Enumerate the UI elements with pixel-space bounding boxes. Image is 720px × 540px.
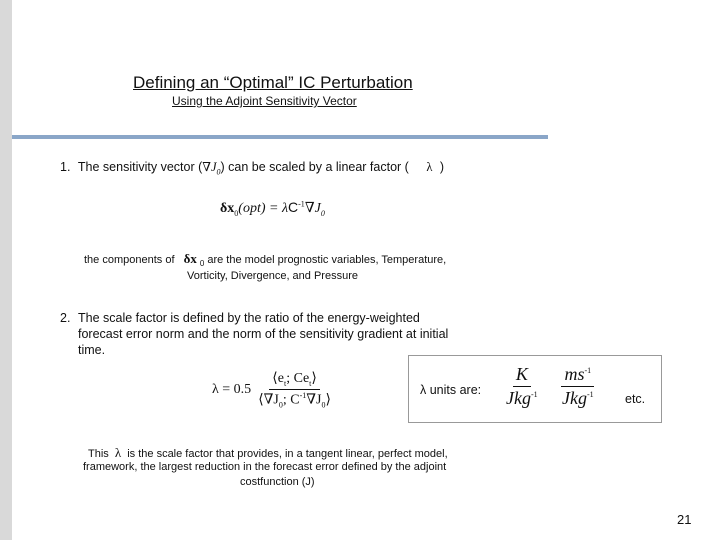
footer-note-line1: This λ is the scale factor that provides, in a tangent linear, perfect model, [88,445,448,460]
item1-text-before: The sensitivity vector ( [77,160,203,174]
scale-factor-fraction [255,370,334,409]
lambda-units-box [408,355,662,423]
unit-fraction-2: $\frac{ms^{-1}}{Jkg^{-1}}$ [562,364,594,408]
item2-line2: forecast error norm and the norm of the sensitivity gradient at initial [78,327,449,341]
item1-vector: ∇J [202,160,217,174]
left-margin-bar [0,0,12,540]
units-etc: etc. [625,392,646,406]
footer-lambda: λ [114,445,122,460]
item1-number: 1. [60,160,71,174]
page-number: 21 [677,512,692,527]
unit-fraction-1: $\frac{K}{Jkg^{-1}}$ [506,364,538,408]
item2-line1: The scale factor is defined by the ratio of the energy-weighted [78,311,420,325]
perturbation-symbol: δx [183,251,197,266]
item1-text-mid: ) can be scaled by a linear factor ( [220,160,409,174]
title-divider [12,135,548,139]
slide-title: Defining an “Optimal” IC Perturbation [133,73,413,92]
scale-factor-formula: λ = 0.5 $\frac{⟨e_t; Ce_t⟩}{⟨\nabla J_0; C^{-1}\nabla J_0⟩}$ [212,370,334,409]
components-note-line2: Vorticity, Divergence, and Pressure [187,270,358,282]
slide-subtitle: Using the Adjoint Sensitivity Vector [172,94,357,108]
item1-lambda: λ [426,160,433,174]
item2-number: 2. [60,311,71,325]
optimal-perturbation-equation: $\delta x_0(opt) = \lambda C^{-1}\nabla J_0$ [220,199,325,218]
fraction-numerator: $⟨e_t$; $Ce_t⟩$ [269,370,320,390]
units-label: λ units are: [420,383,482,397]
item1-statement: 1. The sensitivity vector $(\nabla J_0)$ can be scaled by a linear factor ( λ ) [60,160,445,177]
footer-note-line2: framework, the largest reduction in the forecast error defined by the adjoint [83,461,447,473]
components-note: the components of δx $_0$ are the model prognostic variables, Temperature, [84,251,447,269]
fraction-denominator: $⟨\nabla J_0$; $C^{-1}\nabla J_0⟩$ [258,390,331,410]
footer-note-line3: costfunction (J) [240,476,315,488]
item2-line3: time. [78,343,106,357]
